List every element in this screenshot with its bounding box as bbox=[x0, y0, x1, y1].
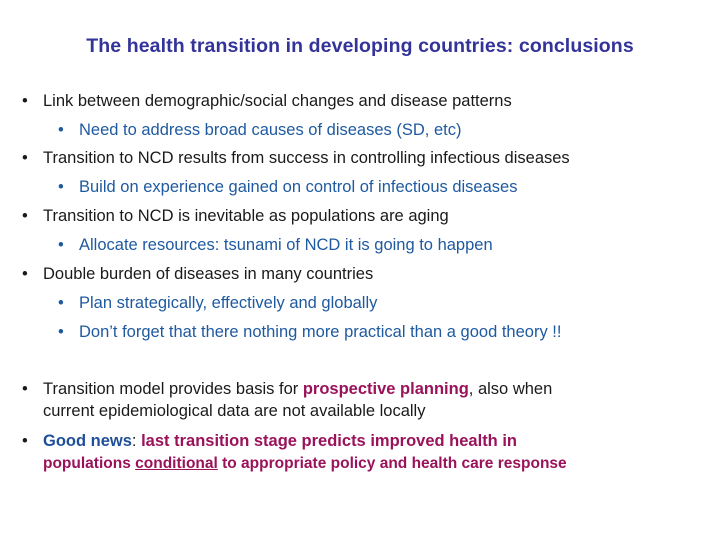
bullet-text: Transition to NCD is inevitable as populations are aging bbox=[43, 207, 449, 225]
model-text-part1: Transition model provides basis for bbox=[43, 380, 303, 398]
bullet-text bbox=[43, 431, 517, 451]
bullet-text: Double burden of diseases in many countries bbox=[43, 265, 374, 283]
sub-bullet-marker: • bbox=[58, 323, 64, 341]
bullet-marker: • bbox=[22, 265, 28, 283]
bullet-marker: • bbox=[22, 149, 28, 167]
bullet-marker: • bbox=[22, 380, 28, 398]
bullet-text bbox=[43, 379, 552, 399]
model-text-line2: current epidemiological data are not available locally bbox=[43, 402, 426, 420]
good-news-colon: : bbox=[131, 432, 142, 450]
sub-bullet-text: Allocate resources: tsunami of NCD it is going to happen bbox=[79, 236, 493, 254]
sub-bullet-marker: • bbox=[58, 236, 64, 254]
good-news-line2-part1: populations bbox=[43, 455, 136, 472]
bullet-marker: • bbox=[22, 207, 28, 225]
slide-title: The health transition in developing countries: conclusions bbox=[86, 35, 634, 57]
model-text-part2: , also when bbox=[468, 380, 553, 398]
conditional-underlined: conditional bbox=[135, 455, 218, 472]
sub-bullet-text: Build on experience gained on control of infectious diseases bbox=[79, 178, 518, 196]
sub-bullet-marker: • bbox=[58, 121, 64, 139]
sub-bullet-marker: • bbox=[58, 178, 64, 196]
bullet-marker: • bbox=[22, 432, 28, 450]
good-news-line2-part2: to appropriate policy and health care response bbox=[217, 455, 567, 472]
good-news-text: last transition stage predicts improved health in bbox=[141, 432, 518, 450]
good-news-line2 bbox=[43, 454, 567, 474]
bullet-marker: • bbox=[22, 92, 28, 110]
bullet-text: Transition to NCD results from success in controlling infectious diseases bbox=[43, 149, 570, 167]
prospective-planning-highlight: prospective planning bbox=[302, 380, 469, 398]
sub-bullet-text: Plan strategically, effectively and globally bbox=[79, 294, 378, 312]
sub-bullet-marker: • bbox=[58, 294, 64, 312]
good-news-label: Good news bbox=[43, 432, 132, 450]
sub-bullet-text: Don’t forget that there nothing more practical than a good theory !! bbox=[79, 323, 562, 341]
sub-bullet-text: Need to address broad causes of diseases (SD, etc) bbox=[79, 121, 462, 139]
bullet-text: Link between demographic/social changes and disease patterns bbox=[43, 92, 512, 110]
